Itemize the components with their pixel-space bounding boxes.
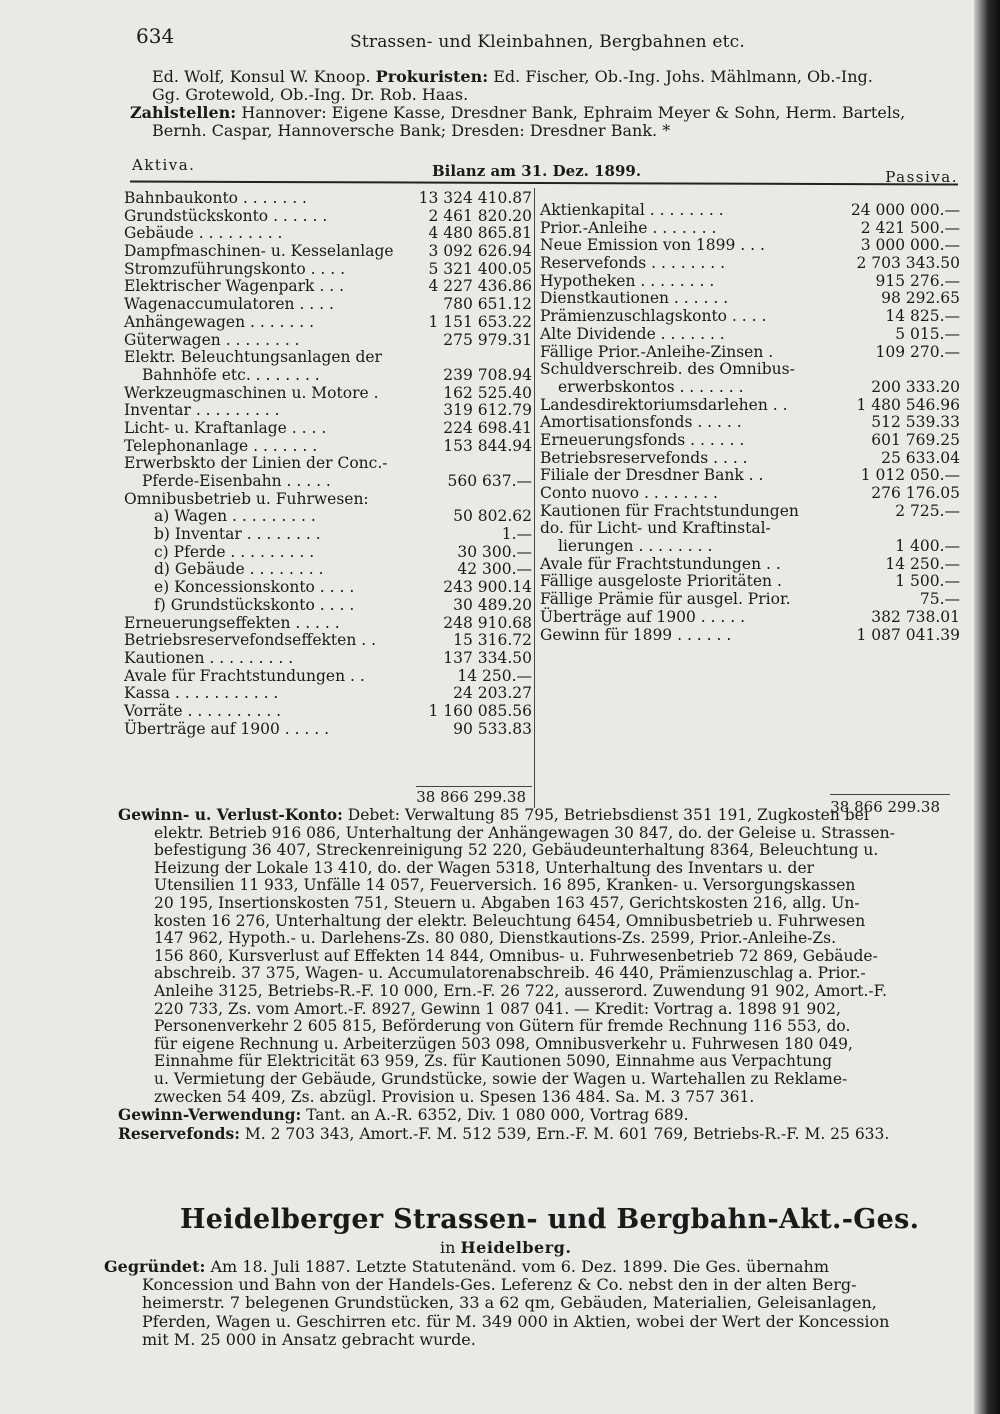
- aktiva-label: Erwerbskto der Linien der Conc.-: [124, 454, 388, 473]
- aktiva-amount: 243 900.14: [443, 578, 532, 597]
- passiva-label: Aktienkapital . . . . . . . .: [540, 201, 724, 219]
- passiva-amount: 382 738.01: [871, 607, 960, 626]
- passiva-label: Gewinn für 1899 . . . . . .: [540, 625, 732, 644]
- passiva-label: Hypotheken . . . . . . . .: [540, 271, 715, 290]
- aktiva-amount: 137 334.50: [443, 648, 532, 667]
- aktiva-total: 38 866 299.38: [416, 788, 526, 806]
- aktiva-label: Erneuerungseffekten . . . . .: [124, 613, 340, 632]
- gewinn-verwendung-line: Gewinn-Verwendung: Tant. an A.-R. 6352, Div. 1 080 000, Vortrag 689.: [118, 1106, 689, 1125]
- passiva-label: erwerbskontos . . . . . . .: [558, 377, 744, 396]
- aktiva-amount: 30 489.20: [453, 595, 532, 614]
- aktiva-row: [124, 685, 532, 703]
- aktiva-amount: 30 300.—: [457, 542, 532, 561]
- passiva-label: Landesdirektoriumsdarlehen . .: [540, 395, 788, 414]
- gv-line: 20 195, Insertionskosten 751, Steuern u. Abgaben 163 457, Gerichtskosten 216, allg. Un-: [154, 894, 860, 912]
- passiva-amount: 109 270.—: [875, 342, 960, 361]
- passiva-amount: 512 539.33: [871, 413, 960, 432]
- passiva-label: Erneuerungsfonds . . . . . .: [540, 430, 745, 449]
- officers-line-1: Ed. Wolf, Konsul W. Knoop. Prokuristen: Ed. Fischer, Ob.-Ing. Johs. Mählmann, Ob.-Ing.: [152, 67, 873, 86]
- gv-line: Gewinn- u. Verlust-Konto: Debet: Verwaltung 85 795, Betriebsdienst 351 191, Zugkosten bei: [118, 806, 869, 824]
- aktiva-row: [124, 544, 532, 562]
- passiva-label: Fällige Prior.-Anleihe-Zinsen .: [540, 342, 774, 361]
- passiva-amount: 915 276.—: [875, 271, 960, 290]
- aktiva-amount: 239 708.94: [443, 365, 532, 384]
- aktiva-amount: 50 802.62: [453, 507, 532, 526]
- aktiva-amount: 2 461 820.20: [428, 206, 532, 225]
- passiva-label: Betriebsreservefonds . . . .: [540, 448, 748, 467]
- passiva-label: Kautionen für Frachtstundungen: [540, 501, 799, 520]
- passiva-row: [540, 255, 960, 273]
- passiva-row: [540, 202, 960, 220]
- aktiva-label: Omnibusbetrieb u. Fuhrwesen:: [124, 489, 369, 508]
- aktiva-row: [124, 455, 532, 473]
- passiva-amount: 24 000 000.—: [850, 201, 960, 219]
- aktiva-row: [124, 243, 532, 261]
- passiva-row: [540, 485, 960, 503]
- gv-line: 220 733, Zs. vom Amort.-F. 8927, Gewinn 1 087 041. — Kredit: Vortrag a. 1898 91 902,: [154, 1000, 841, 1018]
- aktiva-label: f) Grundstückskonto . . . .: [154, 595, 355, 614]
- aktiva-amount: 275 979.31: [443, 330, 532, 349]
- aktiva-label: Bahnhöfe etc. . . . . . . .: [142, 365, 320, 384]
- passiva-row: [540, 627, 960, 645]
- aktiva-row: [124, 703, 532, 721]
- passiva-row: [540, 273, 960, 291]
- aktiva-label: Gebäude . . . . . . . . .: [124, 224, 283, 243]
- aktiva-row: [124, 367, 532, 385]
- passiva-row: [540, 432, 960, 450]
- aktiva-row: [124, 526, 532, 544]
- aktiva-row: [124, 438, 532, 456]
- gv-line: für eigene Rechnung u. Arbeiterzügen 503 098, Omnibusverkehr u. Fuhrwesen 180 049,: [154, 1035, 853, 1053]
- aktiva-row: [124, 721, 532, 739]
- gv-line: u. Vermietung der Gebäude, Grundstücke, sowie der Wagen u. Wartehallen zu Reklame-: [154, 1070, 848, 1088]
- passiva-row: [540, 397, 960, 415]
- aktiva-label: Grundstückskonto . . . . . .: [124, 206, 328, 225]
- passiva-amount: 1 400.—: [895, 537, 960, 556]
- aktiva-label: Kassa . . . . . . . . . . .: [124, 684, 279, 703]
- passiva-amount: 98 292.65: [881, 289, 960, 308]
- aktiva-row: [124, 261, 532, 279]
- aktiva-amount: 1 160 085.56: [428, 701, 532, 720]
- aktiva-label: Betriebsreservefondseffekten . .: [124, 631, 377, 650]
- gv-line: kosten 16 276, Unterhaltung der elektr. Beleuchtung 6454, Omnibusbetrieb u. Fuhrwesen: [154, 912, 866, 930]
- passiva-label: lierungen . . . . . . . .: [558, 537, 713, 556]
- company-officers-block: [130, 68, 970, 140]
- passiva-label: Conto nuovo . . . . . . . .: [540, 484, 718, 502]
- passiva-row: [540, 573, 960, 591]
- aktiva-row: [124, 332, 532, 350]
- aktiva-amount: 224 698.41: [443, 418, 532, 437]
- aktiva-amount: 14 250.—: [457, 666, 532, 685]
- aktiva-label: Avale für Frachtstundungen . .: [124, 666, 365, 685]
- passiva-amount: 3 000 000.—: [860, 236, 960, 255]
- passiva-label: Schuldverschreib. des Omnibus-: [540, 360, 795, 379]
- gv-line: abschreib. 37 375, Wagen- u. Accumulatorenabschreib. 46 440, Prämienzuschlag a. Prior.-: [154, 965, 866, 983]
- running-title: Strassen- und Kleinbahnen, Bergbahnen etc.: [350, 32, 745, 52]
- aktiva-row: [124, 650, 532, 668]
- passiva-label: do. für Licht- und Kraftinstal-: [540, 519, 771, 538]
- passiva-row: [540, 414, 960, 432]
- gv-line: elektr. Betrieb 916 086, Unterhaltung der Anhängewagen 30 847, do. der Geleise u. Strassen-: [154, 824, 895, 842]
- aktiva-amount: 319 612.79: [443, 401, 532, 420]
- aktiva-row: [124, 190, 532, 208]
- balance-top-rule: [130, 181, 958, 186]
- aktiva-amount: 15 316.72: [453, 631, 532, 650]
- passiva-label: Überträge auf 1900 . . . . .: [540, 607, 746, 626]
- aktiva-amount: 1 151 653.22: [428, 312, 532, 331]
- gegruendet-line: heimerstr. 7 belegenen Grundstücken, 33 a 62 qm, Gebäuden, Materialien, Geleisanlagen,: [142, 1294, 877, 1313]
- passiva-amount: 2 703 343.50: [856, 254, 960, 273]
- passiva-row: [540, 503, 960, 521]
- aktiva-label: c) Pferde . . . . . . . . .: [154, 542, 315, 561]
- aktiva-label: Vorräte . . . . . . . . . .: [124, 701, 282, 720]
- aktiva-row: [124, 491, 532, 509]
- aktiva-row: [124, 508, 532, 526]
- passiva-label: Dienstkautionen . . . . . .: [540, 289, 729, 308]
- passiva-label: Amortisationsfonds . . . . .: [540, 413, 742, 432]
- passiva-amount: 14 825.—: [885, 307, 960, 326]
- passiva-row: [540, 467, 960, 485]
- aktiva-row: [124, 420, 532, 438]
- aktiva-amount: 780 651.12: [443, 295, 532, 314]
- gv-line: 156 860, Kursverlust auf Effekten 14 844, Omnibus- u. Fuhrwesenbetrieb 72 869, Gebäude-: [154, 947, 878, 965]
- page-edge-shadow: [974, 0, 1000, 1414]
- aktiva-amount: 162 525.40: [443, 383, 532, 402]
- aktiva-amount: 4 480 865.81: [428, 224, 532, 243]
- gv-line: Utensilien 11 933, Unfälle 14 057, Feuerversich. 16 895, Kranken- u. Versorgungskassen: [154, 877, 856, 895]
- passiva-label: Prior.-Anleihe . . . . . . .: [540, 218, 717, 237]
- aktiva-amount: 4 227 436.86: [428, 277, 532, 296]
- passiva-amount: 200 333.20: [871, 377, 960, 396]
- aktiva-amount: 153 844.94: [443, 436, 532, 455]
- passiva-label: Passiva.: [885, 168, 958, 186]
- aktiva-row: [124, 385, 532, 403]
- reservefonds-line: Reservefonds: M. 2 703 343, Amort.-F. M. 512 539, Ern.-F. M. 601 769, Betriebs-R.-F. M. 25 633.: [118, 1124, 890, 1143]
- passiva-row: [540, 538, 960, 556]
- aktiva-label: Kautionen . . . . . . . . .: [124, 648, 294, 667]
- passiva-row: [540, 326, 960, 344]
- aktiva-label: e) Koncessionskonto . . . .: [154, 578, 355, 597]
- aktiva-label: Wagenaccumulatoren . . . .: [124, 295, 334, 314]
- aktiva-label: Güterwagen . . . . . . . .: [124, 330, 300, 349]
- passiva-label: Fällige ausgeloste Prioritäten .: [540, 572, 782, 591]
- gv-line: Anleihe 3125, Betriebs-R.-F. 10 000, Ern.-F. 26 722, ausserord. Zuwendung 91 902, Amort.-F.: [154, 982, 887, 1000]
- passiva-amount: 276 176.05: [871, 484, 960, 502]
- aktiva-amount: 24 203.27: [453, 684, 532, 703]
- passiva-row: [540, 308, 960, 326]
- passiva-row: [540, 220, 960, 238]
- passiva-amount: 1 012 050.—: [860, 466, 960, 485]
- passiva-total-rule: [830, 794, 950, 795]
- aktiva-label: Werkzeugmaschinen u. Motore .: [124, 383, 379, 402]
- passiva-amount: 25 633.04: [881, 448, 960, 467]
- page-number: 634: [136, 24, 175, 48]
- aktiva-column: [124, 190, 532, 738]
- gv-line: 147 962, Hypoth.- u. Darlehens-Zs. 80 080, Dienstkautions-Zs. 2599, Prior.-Anleihe-Zs.: [154, 930, 837, 948]
- gv-line: zwecken 54 409, Zs. abzügl. Provision u. Spesen 136 484. Sa. M. 3 757 361.: [154, 1088, 755, 1106]
- gegruendet-line: Gegründet: Am 18. Juli 1887. Letzte Statutenänd. vom 6. Dez. 1899. Die Ges. übernahm: [104, 1258, 830, 1276]
- passiva-row: [540, 591, 960, 609]
- passiva-label: Alte Dividende . . . . . . .: [540, 324, 725, 343]
- balance-title: Bilanz am 31. Dez. 1899.: [432, 162, 642, 180]
- passiva-amount: 1 500.—: [895, 572, 960, 591]
- gv-line: befestigung 36 407, Streckenreinigung 52 220, Gebäudeunterhaltung 8364, Beleuchtung u.: [154, 842, 879, 860]
- gegruendet-line: Pferden, Wagen u. Geschirren etc. für M. 349 000 in Aktien, wobei der Wert der Koncession: [142, 1312, 890, 1331]
- aktiva-amount: 5 321 400.05: [428, 259, 532, 278]
- balance-column-divider: [534, 188, 535, 808]
- aktiva-row: [124, 561, 532, 579]
- aktiva-amount: 3 092 626.94: [428, 242, 532, 261]
- passiva-amount: 5 015.—: [895, 324, 960, 343]
- passiva-label: Avale für Frachtstundungen . .: [540, 554, 781, 573]
- aktiva-label: b) Inventar . . . . . . . .: [154, 525, 321, 544]
- aktiva-row: [124, 349, 532, 367]
- passiva-label: Filiale der Dresdner Bank . .: [540, 466, 764, 485]
- aktiva-label: Aktiva.: [132, 156, 196, 174]
- passiva-total: 38 866 299.38: [830, 798, 940, 816]
- passiva-row: [540, 344, 960, 362]
- passiva-label: Prämienzuschlagskonto . . . .: [540, 307, 767, 326]
- passiva-amount: 601 769.25: [871, 430, 960, 449]
- aktiva-amount: 248 910.68: [443, 613, 532, 632]
- aktiva-label: Elektrischer Wagenpark . . .: [124, 277, 344, 296]
- aktiva-label: Pferde-Eisenbahn . . . . .: [142, 472, 331, 490]
- passiva-row: [540, 237, 960, 255]
- passiva-label: Fällige Prämie für ausgel. Prior.: [540, 590, 791, 609]
- aktiva-label: d) Gebäude . . . . . . . .: [154, 560, 324, 579]
- passiva-row: [540, 361, 960, 379]
- aktiva-row: [124, 615, 532, 633]
- aktiva-row: [124, 473, 532, 491]
- aktiva-label: Inventar . . . . . . . . .: [124, 401, 280, 420]
- aktiva-row: [124, 597, 532, 615]
- passiva-row: [540, 379, 960, 397]
- passiva-label: Neue Emission von 1899 . . .: [540, 236, 765, 255]
- aktiva-label: Anhängewagen . . . . . . .: [124, 312, 315, 331]
- zahlstellen-line-2: Bernh. Caspar, Hannoversche Bank; Dresden: Dresdner Bank. *: [152, 121, 671, 140]
- aktiva-row: [124, 278, 532, 296]
- aktiva-label: Stromzuführungskonto . . . .: [124, 259, 346, 278]
- passiva-column: [540, 202, 960, 644]
- passiva-label: Reservefonds . . . . . . . .: [540, 254, 726, 273]
- gewinn-verlust-konto: [118, 806, 948, 1143]
- aktiva-row: [124, 632, 532, 650]
- aktiva-row: [124, 314, 532, 332]
- aktiva-label: Licht- u. Kraftanlage . . . .: [124, 418, 327, 437]
- aktiva-label: Bahnbaukonto . . . . . . .: [124, 189, 307, 207]
- aktiva-label: Dampfmaschinen- u. Kesselanlage: [124, 242, 394, 261]
- aktiva-amount: 13 324 410.87: [418, 189, 532, 207]
- gegruendet-paragraph: [104, 1258, 934, 1349]
- gv-line: Personenverkehr 2 605 815, Beförderung von Gütern für fremde Rechnung 116 553, do.: [154, 1018, 851, 1036]
- gv-line: Einnahme für Elektricität 63 959, Zs. für Kautionen 5090, Einnahme aus Verpachtung: [154, 1053, 833, 1071]
- passiva-row: [540, 520, 960, 538]
- passiva-row: [540, 556, 960, 574]
- passiva-amount: 2 725.—: [895, 501, 960, 520]
- aktiva-row: [124, 579, 532, 597]
- gegruendet-line: mit M. 25 000 in Ansatz gebracht wurde.: [142, 1330, 476, 1349]
- aktiva-amount: 560 637.—: [447, 472, 532, 490]
- aktiva-label: a) Wagen . . . . . . . . .: [154, 507, 316, 526]
- gegruendet-line: Koncession und Bahn von der Handels-Ges. Leferenz & Co. nebst den in der alten Berg-: [142, 1276, 857, 1295]
- officers-line-2: Gg. Grotewold, Ob.-Ing. Dr. Rob. Haas.: [152, 85, 469, 104]
- company-heading: Heidelberger Strassen- und Bergbahn-Akt.-Ges.: [180, 1204, 920, 1235]
- aktiva-label: Elektr. Beleuchtungsanlagen der: [124, 348, 382, 367]
- company-location: in Heidelberg.: [440, 1238, 572, 1257]
- aktiva-amount: 1.—: [501, 525, 532, 544]
- aktiva-row: [124, 668, 532, 686]
- aktiva-row: [124, 208, 532, 226]
- gv-line: Heizung der Lokale 13 410, do. der Wagen 5318, Unterhaltung des Inventars u. der: [154, 859, 815, 877]
- aktiva-row: [124, 402, 532, 420]
- aktiva-label: Telephonanlage . . . . . . .: [124, 436, 318, 455]
- passiva-amount: 75.—: [919, 590, 960, 609]
- balance-header: [130, 156, 958, 186]
- aktiva-row: [124, 296, 532, 314]
- aktiva-row: [124, 225, 532, 243]
- aktiva-amount: 42 300.—: [457, 560, 532, 579]
- passiva-row: [540, 450, 960, 468]
- passiva-row: [540, 609, 960, 627]
- passiva-amount: 1 087 041.39: [856, 625, 960, 644]
- passiva-amount: 1 480 546.96: [856, 395, 960, 414]
- aktiva-total-rule: [416, 786, 532, 787]
- passiva-amount: 14 250.—: [885, 554, 960, 573]
- passiva-amount: 2 421 500.—: [860, 218, 960, 237]
- aktiva-amount: 90 533.83: [453, 719, 532, 738]
- zahlstellen-line: Zahlstellen: Hannover: Eigene Kasse, Dresdner Bank, Ephraim Meyer & Sohn, Herm. Bartels,: [130, 103, 906, 122]
- aktiva-label: Überträge auf 1900 . . . . .: [124, 719, 330, 738]
- passiva-row: [540, 290, 960, 308]
